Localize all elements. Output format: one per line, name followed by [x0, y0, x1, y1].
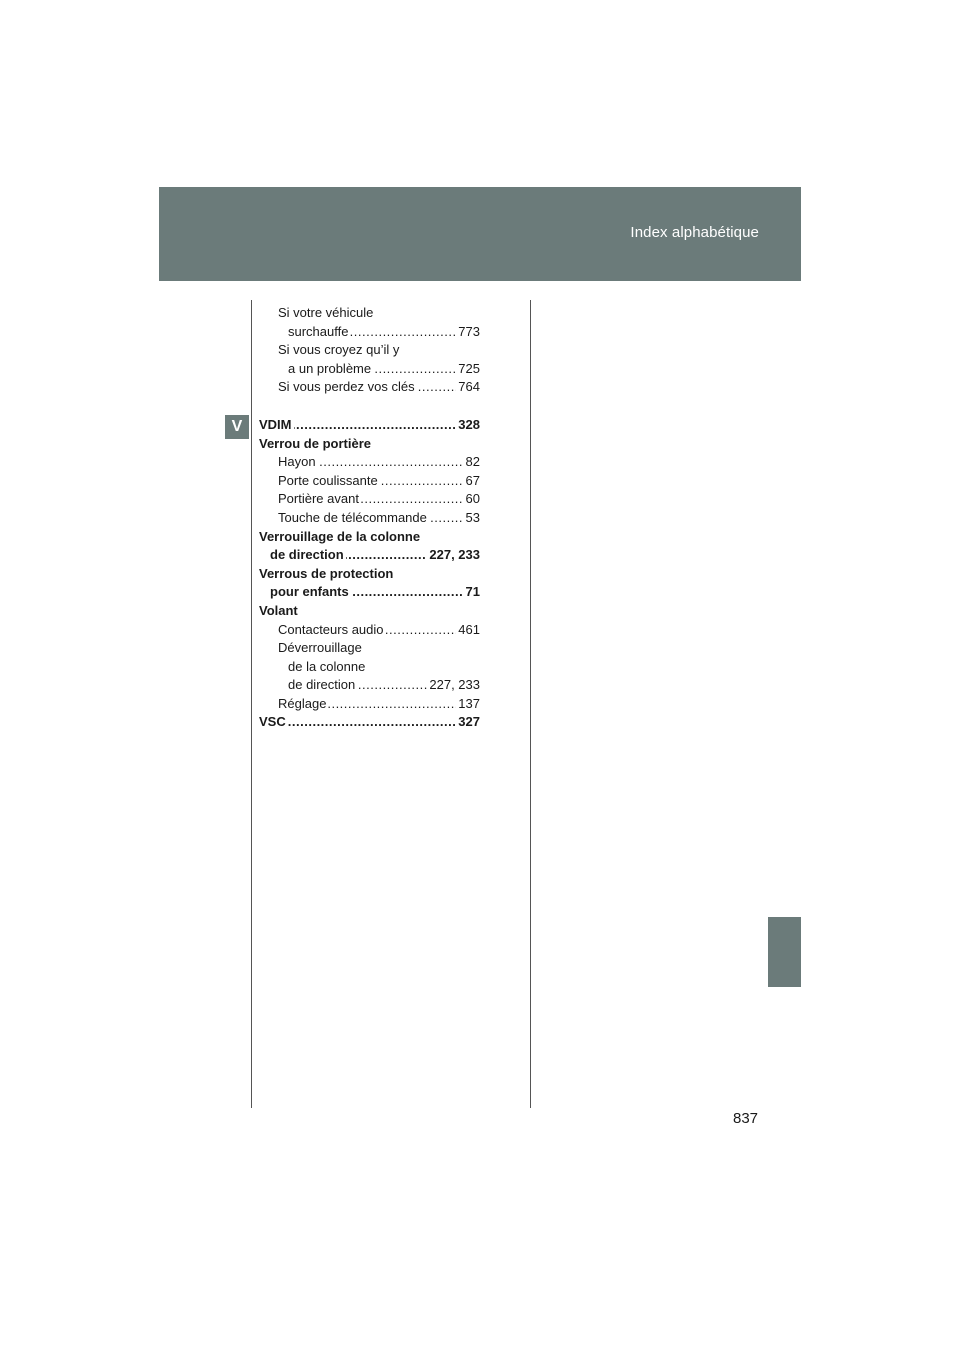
entry-text: pour enfants	[270, 584, 349, 600]
index-entry	[259, 658, 480, 677]
entry-page[interactable]: 764	[456, 378, 480, 397]
entry-text: de direction	[288, 677, 356, 693]
entry-text: de direction	[270, 547, 344, 563]
entry-page[interactable]: 67	[464, 472, 480, 491]
index-entry	[259, 713, 480, 732]
section-side-tab	[768, 917, 801, 987]
entry-page[interactable]: 725	[456, 360, 480, 379]
index-entry	[259, 341, 480, 360]
index-entry	[259, 416, 480, 435]
column-rule-right	[530, 300, 531, 1108]
entry-page[interactable]: 53	[464, 509, 480, 528]
index-entry	[259, 621, 480, 640]
entry-page[interactable]: 60	[464, 490, 480, 509]
index-entry	[259, 676, 480, 695]
entry-page[interactable]: 71	[464, 583, 480, 602]
index-entry	[259, 323, 480, 342]
index-entry	[259, 472, 480, 491]
entry-text: Verrous de protection	[259, 565, 394, 581]
entry-page[interactable]: 137	[456, 695, 480, 714]
entry-text: a un problème	[288, 360, 372, 376]
index-entry	[259, 453, 480, 472]
header-bar	[159, 187, 801, 281]
entry-text: Si votre véhicule	[278, 305, 374, 320]
entry-page[interactable]: 327	[456, 713, 480, 732]
entry-text: Hayon	[278, 454, 316, 470]
index-entry	[259, 509, 480, 528]
index-entry	[259, 546, 480, 565]
section-letter-badge: V	[225, 415, 249, 439]
entry-page[interactable]: 328	[456, 416, 480, 435]
entry-page[interactable]: 461	[456, 621, 480, 640]
index-entry	[259, 695, 480, 714]
header-title: Index alphabétique	[630, 224, 759, 241]
entry-page[interactable]: 773	[456, 323, 480, 342]
entry-text: VDIM	[259, 416, 292, 432]
entry-text: VSC	[259, 714, 286, 730]
entry-text: Touche de télécommande	[278, 509, 427, 525]
index-entry	[259, 490, 480, 509]
index-entry	[259, 583, 480, 602]
index-entry	[259, 528, 480, 547]
index-entry	[259, 360, 480, 379]
entry-text: Si vous perdez vos clés	[278, 379, 415, 395]
index-entry	[259, 602, 480, 621]
page-number: 837	[733, 1110, 759, 1127]
index-entry	[259, 435, 480, 454]
entry-text: Réglage	[278, 695, 327, 711]
entry-text: Si vous croyez qu’il y	[278, 342, 400, 358]
index-entry	[259, 565, 480, 584]
entry-text: Verrou de portière	[259, 435, 371, 451]
entry-text: Déverrouillage	[278, 640, 362, 656]
index-list	[259, 304, 480, 732]
entry-text: Volant	[259, 602, 298, 618]
entry-text: Portière avant	[278, 491, 359, 507]
column-rule-left	[251, 300, 252, 1108]
index-entry	[259, 378, 480, 397]
entry-text: Contacteurs audio	[278, 621, 384, 637]
entry-page[interactable]: 227, 233	[427, 546, 480, 565]
entry-text: surchauffe	[288, 323, 349, 339]
index-entry	[259, 639, 480, 658]
entry-page[interactable]: 82	[464, 453, 480, 472]
entry-text: de la colonne	[288, 658, 366, 674]
index-entry	[259, 304, 480, 323]
entry-page[interactable]: 227, 233	[427, 676, 480, 695]
entry-text: Porte coulissante	[278, 472, 378, 488]
entry-text: Verrouillage de la colonne	[259, 528, 421, 544]
